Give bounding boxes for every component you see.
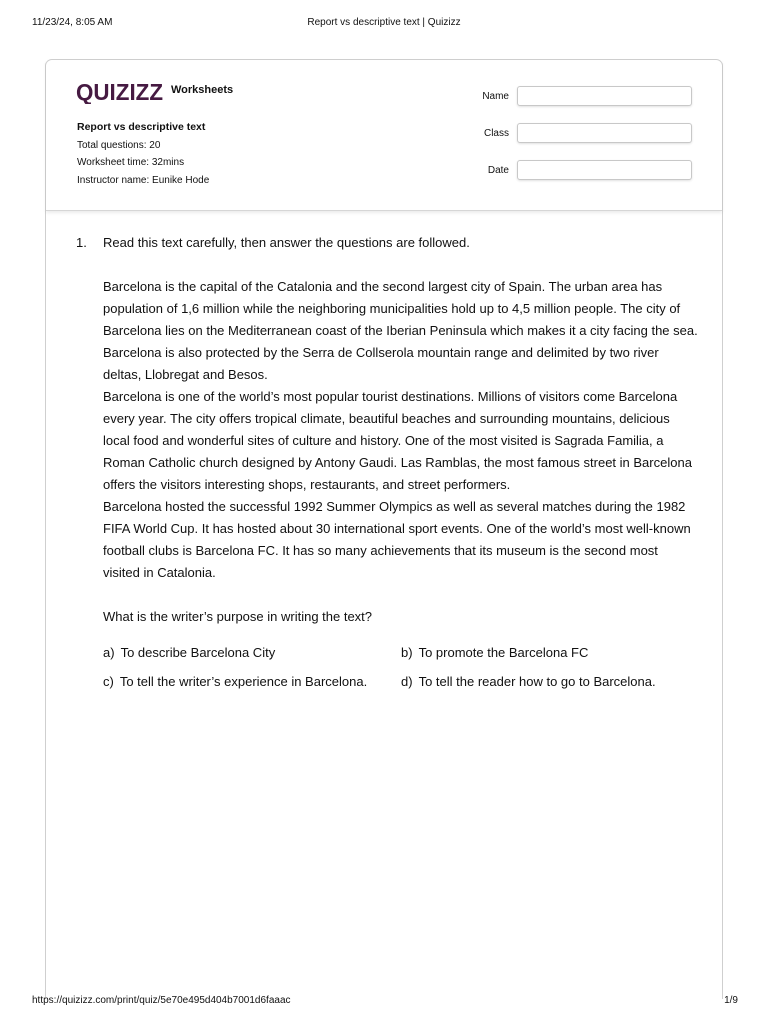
print-footer <box>32 995 738 1009</box>
date-field-label: Date <box>487 165 509 176</box>
option-letter: c) <box>103 674 114 689</box>
worksheet-card <box>45 59 723 999</box>
class-field-row <box>471 123 696 145</box>
print-document-title: Report vs descriptive text | Quizizz <box>307 17 461 28</box>
option-letter: d) <box>401 674 413 689</box>
question-intro: Read this text carefully, then answer the questions are followed. <box>103 235 470 250</box>
option-c[interactable] <box>103 671 367 693</box>
name-field[interactable] <box>517 86 692 106</box>
option-text: To tell the writer’s experience in Barcelona. <box>119 674 368 689</box>
option-a[interactable] <box>103 642 275 664</box>
brand-label: Worksheets <box>171 84 234 96</box>
option-text: To promote the Barcelona FC <box>418 645 589 660</box>
name-field-label: Name <box>482 91 509 102</box>
total-questions: Total questions: 20 <box>77 139 161 151</box>
worksheet-title: Report vs descriptive text <box>77 121 206 133</box>
worksheet-time: Worksheet time: 32mins <box>77 157 185 168</box>
print-url: https://quizizz.com/print/quiz/5e70e495d404b7001d6faaac <box>32 995 291 1006</box>
svg-text:QUIZIZZ: QUIZIZZ <box>76 80 163 104</box>
reading-passage <box>103 276 698 584</box>
passage-paragraph: Barcelona is one of the world’s most popular tourist destinations. Millions of visitors come Barcelona every year. The city offers tropical climate, beautiful beaches and surrounding mountains, delicious local food and wonderful sites of culture and history. One of the most visited is Sagrada Familia, a Roman Catholic church designed by Antony Gaudi. Las Ramblas, the most famous street in Barcelona offers the visitors interesting shops, restaurants, and street performers. <box>103 389 692 492</box>
class-field-label: Class <box>483 128 509 139</box>
page-number: 1/9 <box>724 995 738 1006</box>
student-fields <box>471 86 696 197</box>
passage-paragraph: Barcelona hosted the successful 1992 Summer Olympics as well as several matches during the 1982 FIFA World Cup. It has hosted about 30 international sport events. One of the world’s most well-known football clubs is Barcelona FC. It has so many achievements that its museum is the second most visited in Catalonia. <box>103 499 691 580</box>
instructor-name: Instructor name: Eunike Hode <box>77 174 210 186</box>
question-body <box>103 232 698 702</box>
option-letter: a) <box>103 645 115 660</box>
date-field[interactable] <box>517 160 692 180</box>
passage-paragraph: Barcelona is the capital of the Catalonia and the second largest city of Spain. The urban area has population of 1,6 million while the neighboring municipalities hold up to 4,5 million people. The city of Barcelona lies on the Mediterranean coast of the Iberian Peninsula which makes it a city facing the sea. Barcelona is also protected by the Serra de Collserola mountain range and delimited by two river deltas, Llobregat and Besos. <box>103 279 698 382</box>
option-text: To describe Barcelona City <box>120 645 276 660</box>
option-d[interactable] <box>401 671 656 693</box>
option-text: To tell the reader how to go to Barcelona. <box>418 674 656 689</box>
quizizz-logo <box>76 80 164 104</box>
option-b[interactable] <box>401 642 588 664</box>
print-header <box>32 17 736 31</box>
print-timestamp: 11/23/24, 8:05 AM <box>32 17 113 28</box>
worksheet-meta <box>77 119 209 189</box>
question-prompt: What is the writer’s purpose in writing the text? <box>103 609 373 624</box>
worksheet-header <box>46 60 722 211</box>
class-field[interactable] <box>517 123 692 143</box>
date-field-row <box>471 160 696 182</box>
question-number: 1. <box>76 235 87 250</box>
brand <box>76 80 233 104</box>
answer-options <box>103 642 698 702</box>
name-field-row <box>471 86 696 108</box>
option-letter: b) <box>401 645 413 660</box>
